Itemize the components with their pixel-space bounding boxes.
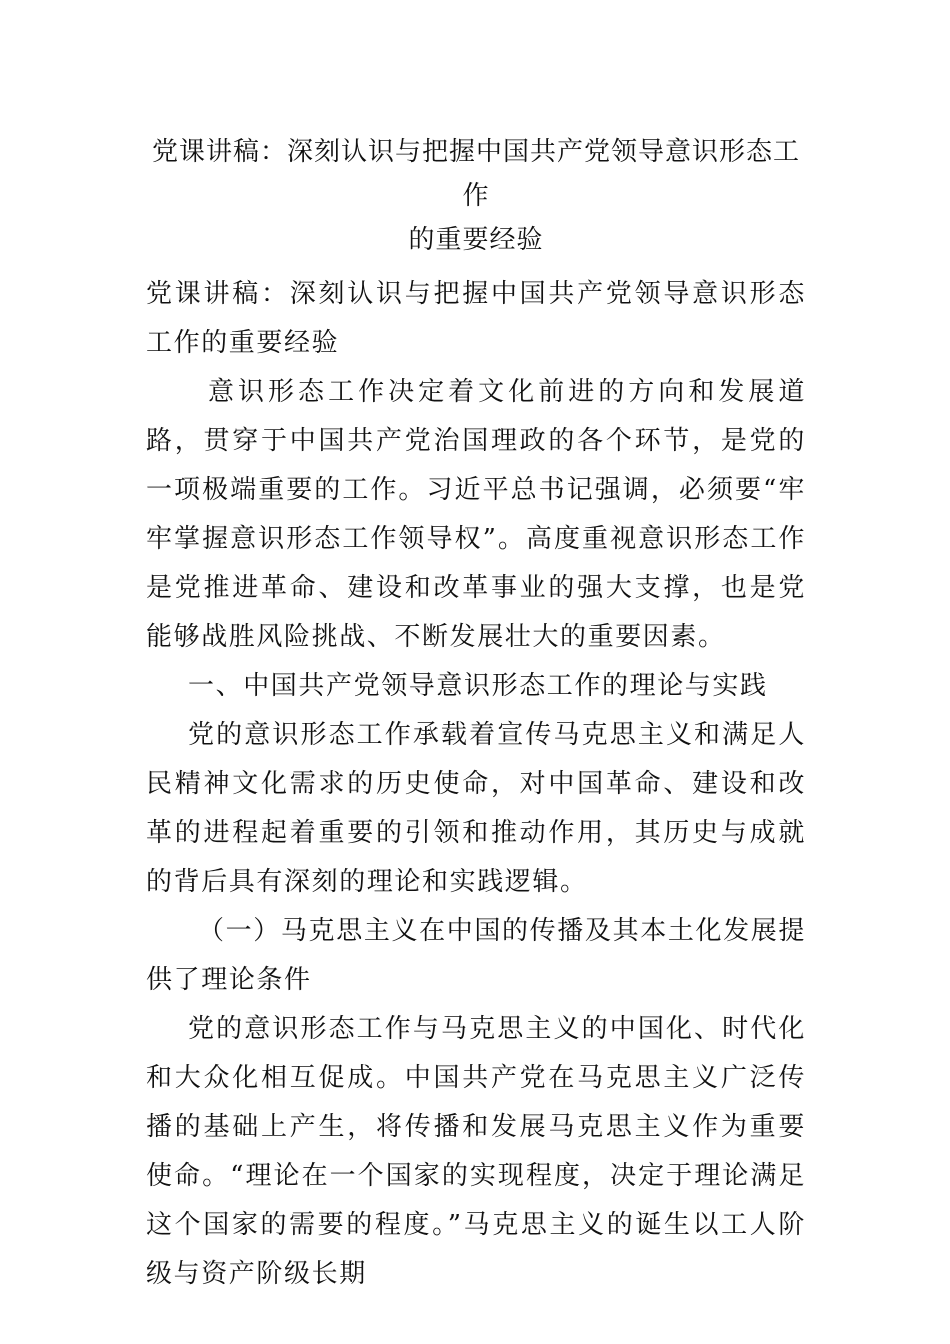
title-line-2: 的重要经验 <box>408 225 544 255</box>
repeated-title-paragraph: 党课讲稿：深刻认识与把握中国共产党领导意识形态工作的重要经验 <box>146 279 806 358</box>
body-paragraph-2: 党的意识形态工作与马克思主义的中国化、时代化和大众化相互促成。中国共产党在马克思主义广泛传播的基础上产生，将传播和发展马克思主义作为重要使命。“理论在一个国家的实现程度，决定于理论满足这个国家的需要的程度。”马克思主义的诞生以工人阶级与资产阶级长期 <box>146 1014 806 1289</box>
intro-paragraph: 意识形态工作决定着文化前进的方向和发展道路，贯穿于中国共产党治国理政的各个环节，是党的一项极端重要的工作。习近平总书记强调，必须要“牢牢掌握意识形态工作领导权”。高度重视意识形态工作是党推进革命、建设和改革事业的强大支撑，也是党能够战胜风险挑战、不断发展壮大的重要因素。 <box>146 377 806 652</box>
document-body <box>146 130 806 1299</box>
subsection-heading-1: （一）马克思主义在中国的传播及其本土化发展提供了理论条件 <box>146 916 806 995</box>
document-title <box>146 130 806 262</box>
section-heading-1: 一、中国共产党领导意识形态工作的理论与实践 <box>188 671 768 701</box>
title-line-1: 党课讲稿：深刻认识与把握中国共产党领导意识形态工作 <box>151 137 800 211</box>
body-paragraph-1: 党的意识形态工作承载着宣传马克思主义和满足人民精神文化需求的历史使命，对中国革命、建设和改革的进程起着重要的引领和推动作用，其历史与成就的背后具有深刻的理论和实践逻辑。 <box>146 720 806 897</box>
